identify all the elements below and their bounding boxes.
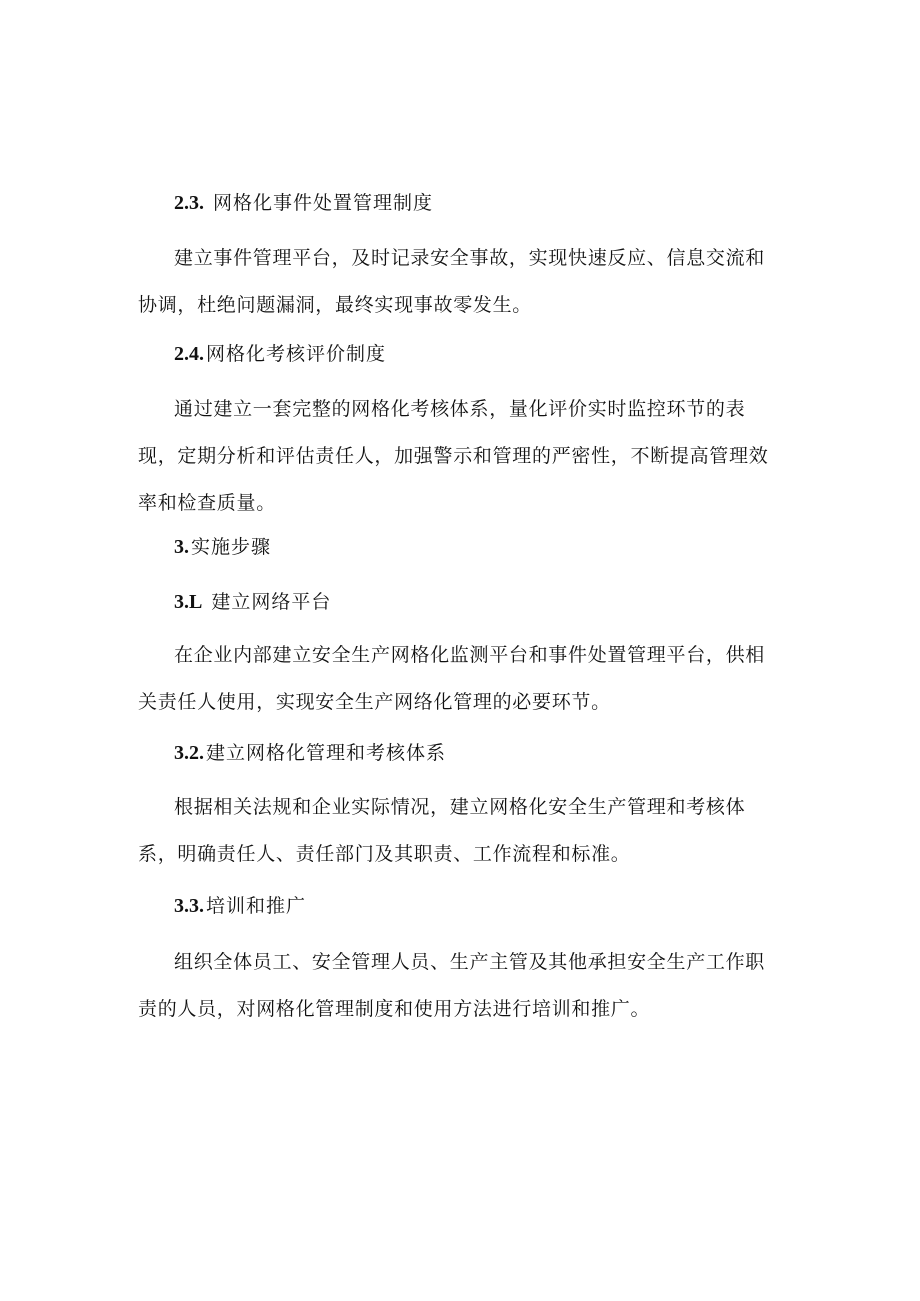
section-title: 网格化考核评价制度 xyxy=(206,343,387,365)
section-heading-2-3 xyxy=(174,190,433,216)
section-title: 培训和推广 xyxy=(206,895,307,917)
section-title: 实施步骤 xyxy=(191,536,272,558)
paragraph-3-2: 根据相关法规和企业实际情况，建立网格化安全生产管理和考核体系，明确责任人、责任部门及其职责、工作流程和标准。 xyxy=(138,796,746,865)
section-heading-3-2 xyxy=(174,740,446,766)
paragraph-3-3: 组织全体员工、安全管理人员、生产主管及其他承担安全生产工作职责的人员，对网格化管理制度和使用方法进行培训和推广。 xyxy=(138,951,766,1020)
section-title: 建立网络平台 xyxy=(204,591,332,613)
section-number: 3.3. xyxy=(174,895,204,917)
paragraph-2-4: 通过建立一套完整的网格化考核体系，量化评价实时监控环节的表现，定期分析和评估责任人，加强警示和管理的严密性，不断提高管理效率和检查质量。 xyxy=(138,398,769,514)
paragraph-3-1: 在企业内部建立安全生产网格化监测平台和事件处置管理平台，供相关责任人使用，实现安全生产网络化管理的必要环节。 xyxy=(138,644,766,713)
section-number: 3.L xyxy=(174,591,203,613)
section-number: 3.2. xyxy=(174,742,204,764)
section-title: 网格化事件处置管理制度 xyxy=(206,192,434,214)
section-heading-2-4 xyxy=(174,341,386,367)
section-number: 2.4. xyxy=(174,343,204,365)
section-heading-3 xyxy=(174,534,271,560)
section-title: 建立网格化管理和考核体系 xyxy=(206,742,447,764)
paragraph-2-3: 建立事件管理平台，及时记录安全事故，实现快速反应、信息交流和协调，杜绝问题漏洞，最终实现事故零发生。 xyxy=(138,247,766,316)
section-number: 3. xyxy=(174,536,189,558)
section-number: 2.3. xyxy=(174,192,204,214)
section-heading-3-3 xyxy=(174,893,306,919)
section-heading-3-1 xyxy=(174,589,331,615)
